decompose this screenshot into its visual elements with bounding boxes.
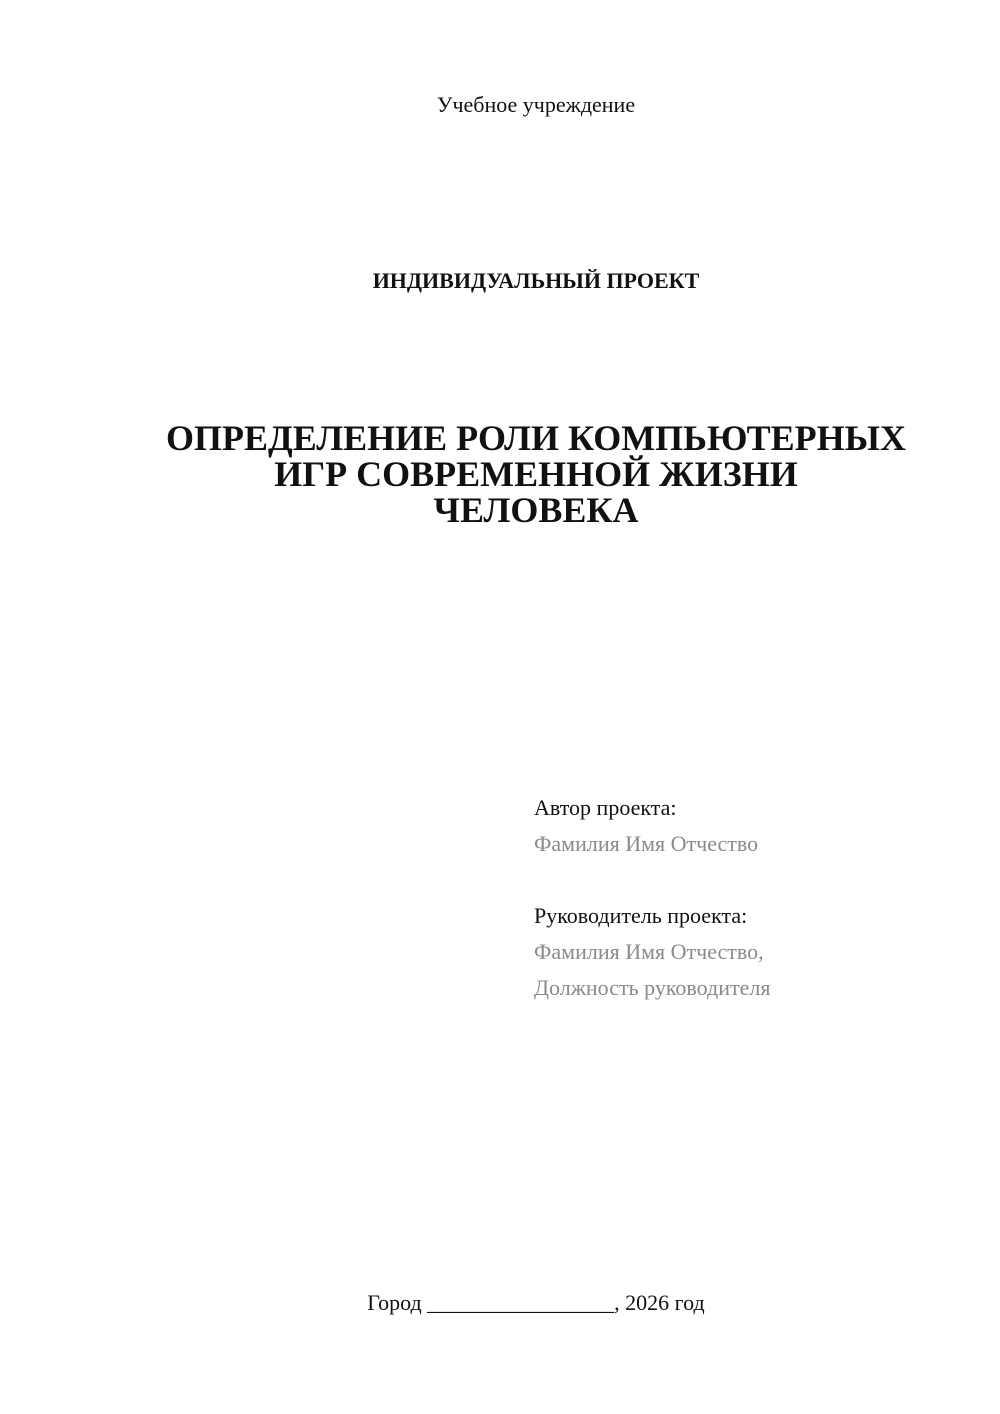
year-text: , 2026 год [614, 1290, 705, 1315]
project-title-line-2: ИГР СОВРЕМЕННОЙ ЖИЗНИ [274, 454, 798, 494]
supervisor-position: Должность руководителя [534, 975, 771, 1000]
city-blank: _________________ [427, 1290, 615, 1315]
project-title-line-3: ЧЕЛОВЕКА [433, 490, 639, 530]
supervisor-name: Фамилия Имя Отчество, [534, 939, 764, 964]
author-label: Автор проекта: [534, 795, 677, 820]
supervisor-label: Руководитель проекта: [534, 903, 748, 928]
city-year-line [0, 1290, 1000, 1316]
city-label: Город [367, 1290, 422, 1315]
author-name: Фамилия Имя Отчество [534, 831, 759, 856]
project-title-line-1: ОПРЕДЕЛЕНИЕ РОЛИ КОМПЬЮТЕРНЫХ [166, 418, 906, 458]
credits-spacer [534, 862, 770, 898]
project-title [0, 420, 1000, 528]
project-type-heading: ИНДИВИДУАЛЬНЫЙ ПРОЕКТ [372, 268, 700, 293]
project-credits [534, 790, 770, 1006]
institution-name: Учебное учреждение [436, 92, 636, 117]
